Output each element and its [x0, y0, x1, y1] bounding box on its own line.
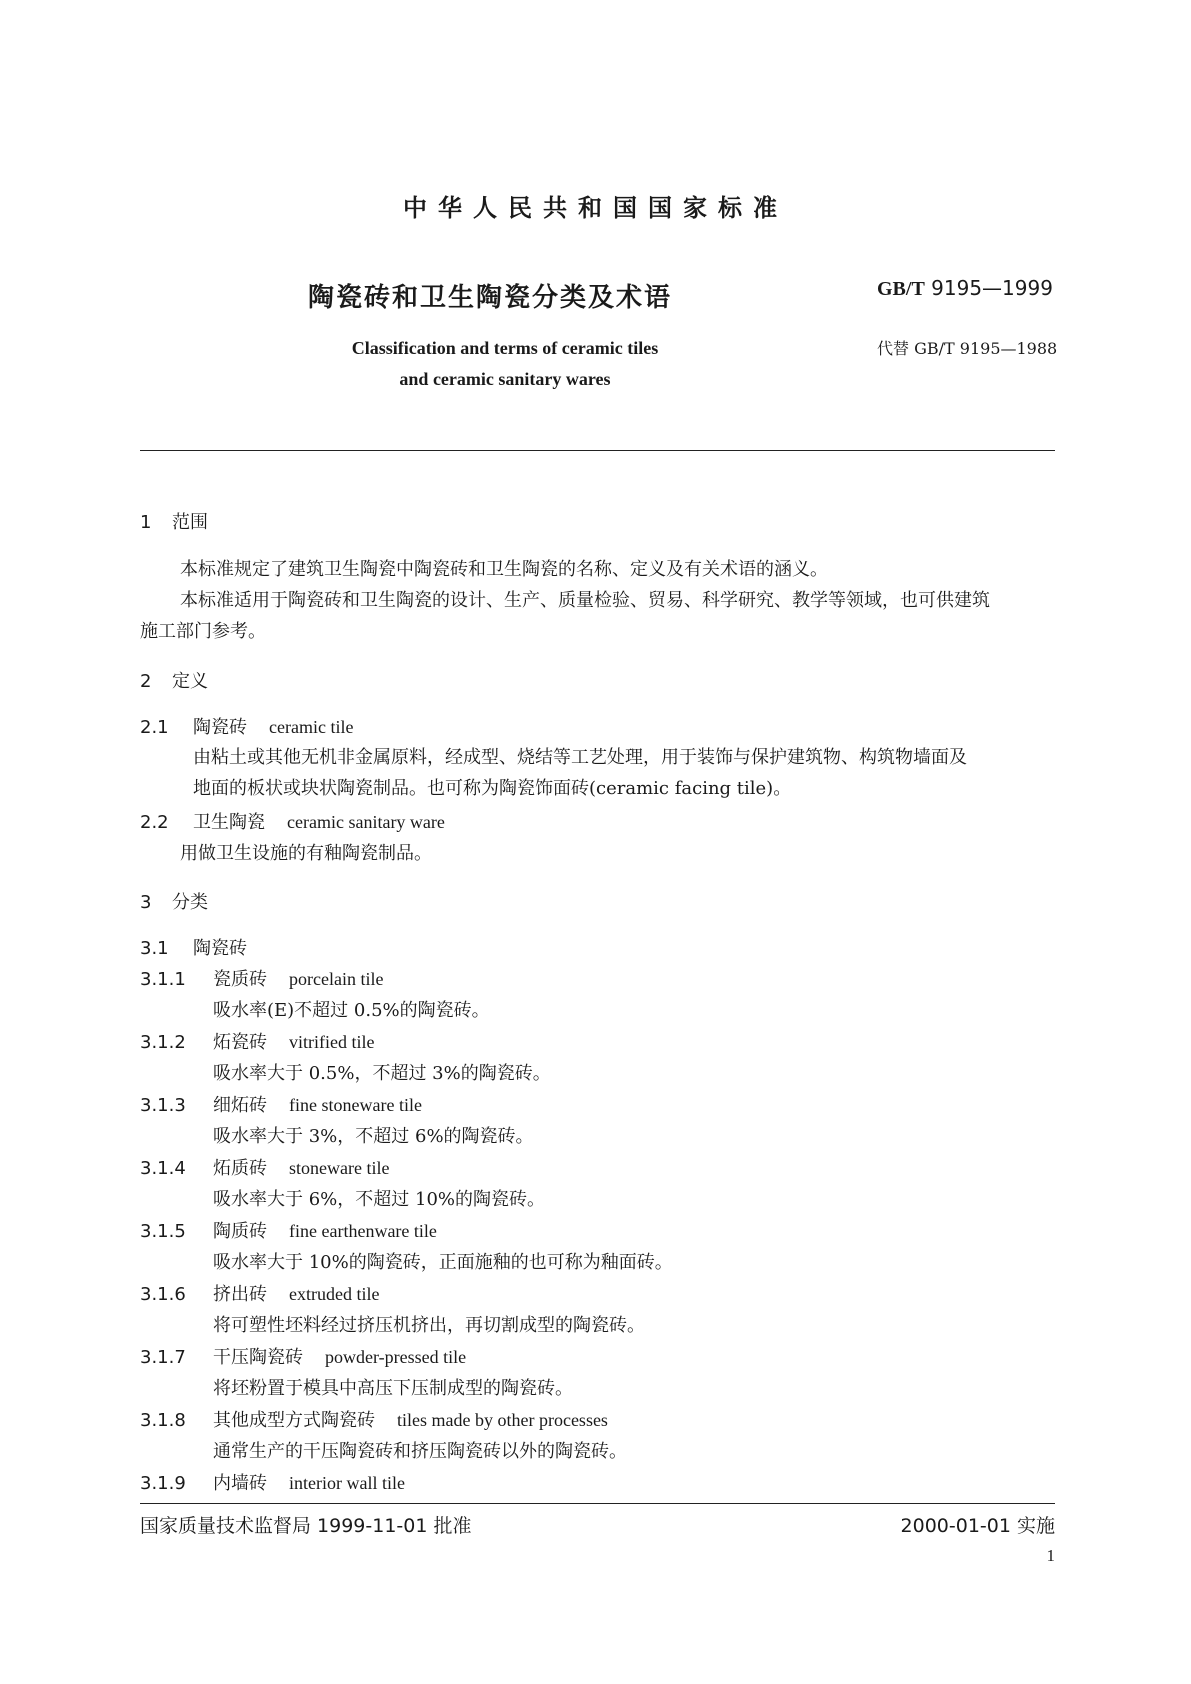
- term-number: 3.1.2: [140, 1032, 186, 1053]
- term-chinese: 炻瓷砖: [213, 1032, 267, 1053]
- paragraph-scope-2: 本标准适用于陶瓷砖和卫生陶瓷的设计、生产、质量检验、贸易、科学研究、教学等领域，也可供建筑: [180, 590, 990, 611]
- section-2-heading: [140, 667, 208, 693]
- term-3-1-1: [140, 965, 383, 991]
- term-3-1-9: [140, 1469, 405, 1495]
- term-english: vitrified tile: [289, 1032, 375, 1052]
- term-chinese: 陶瓷砖: [193, 938, 247, 959]
- term-number: 3.1.4: [140, 1158, 186, 1179]
- term-number: 3.1: [140, 938, 169, 959]
- term-chinese: 陶质砖: [213, 1221, 267, 1242]
- term-english: tiles made by other processes: [397, 1410, 608, 1430]
- definition-3-1-6: 将可塑性坯料经过挤压机挤出，再切割成型的陶瓷砖。: [213, 1315, 645, 1336]
- paragraph-scope-2-cont: 施工部门参考。: [140, 621, 266, 642]
- standard-number: [877, 276, 1053, 301]
- term-3-1-3: [140, 1091, 422, 1117]
- term-number: 3.1.6: [140, 1284, 186, 1305]
- footer-divider: [140, 1503, 1055, 1504]
- term-3-1-5: [140, 1217, 437, 1243]
- section-title: 分类: [172, 892, 208, 913]
- definition-2-1-line1: 由粘土或其他无机非金属原料，经成型、烧结等工艺处理，用于装饰与保护建筑物、构筑物墙面及: [193, 747, 967, 768]
- term-english: fine earthenware tile: [289, 1221, 437, 1241]
- term-2-1: [140, 713, 353, 739]
- standard-code: 9195—1999: [924, 276, 1053, 300]
- section-3-heading: [140, 888, 208, 914]
- section-number: 1: [140, 512, 152, 533]
- document-title-english-line1: Classification and terms of ceramic tiles: [351, 338, 659, 358]
- section-title: 范围: [172, 512, 208, 533]
- term-chinese: 内墙砖: [213, 1473, 267, 1494]
- definition-3-1-7: 将坯粉置于模具中高压下压制成型的陶瓷砖。: [213, 1378, 573, 1399]
- term-number: 3.1.9: [140, 1473, 186, 1494]
- definition-2-2: 用做卫生设施的有釉陶瓷制品。: [180, 843, 432, 864]
- term-english: interior wall tile: [289, 1473, 405, 1493]
- section-1-heading: [140, 508, 208, 534]
- term-number: 3.1.3: [140, 1095, 186, 1116]
- term-number: 3.1.1: [140, 969, 186, 990]
- term-number: 2.1: [140, 717, 169, 738]
- term-3-1-2: [140, 1028, 374, 1054]
- document-title-chinese: 陶瓷砖和卫生陶瓷分类及术语: [308, 283, 673, 313]
- term-chinese: 瓷质砖: [213, 969, 267, 990]
- definition-3-1-3: 吸水率大于 3%，不超过 6%的陶瓷砖。: [213, 1126, 534, 1147]
- term-3-1: [140, 934, 247, 960]
- term-chinese: 细炻砖: [213, 1095, 267, 1116]
- definition-3-1-2: 吸水率大于 0.5%，不超过 3%的陶瓷砖。: [213, 1063, 551, 1084]
- term-number: 3.1.5: [140, 1221, 186, 1242]
- definition-3-1-4: 吸水率大于 6%，不超过 10%的陶瓷砖。: [213, 1189, 546, 1210]
- effective-date: 2000-01-01 实施: [900, 1515, 1055, 1537]
- term-chinese: 其他成型方式陶瓷砖: [213, 1410, 375, 1431]
- term-3-1-6: [140, 1280, 379, 1306]
- term-3-1-7: [140, 1343, 466, 1369]
- document-title-english-line2: and ceramic sanitary wares: [399, 369, 611, 389]
- term-3-1-4: [140, 1154, 389, 1180]
- term-english: extruded tile: [289, 1284, 380, 1304]
- standard-prefix: GB/T: [877, 278, 925, 300]
- page-number: 1: [1046, 1546, 1055, 1565]
- approval-line: 国家质量技术监督局 1999-11-01 批准: [140, 1515, 472, 1537]
- term-english: stoneware tile: [289, 1158, 390, 1178]
- term-3-1-8: [140, 1406, 608, 1432]
- header-divider: [140, 450, 1055, 451]
- term-chinese: 陶瓷砖: [193, 717, 247, 738]
- term-2-2: [140, 808, 445, 834]
- term-number: 3.1.8: [140, 1410, 186, 1431]
- term-english: ceramic tile: [269, 717, 354, 737]
- term-english: powder-pressed tile: [325, 1347, 467, 1367]
- term-chinese: 卫生陶瓷: [193, 812, 265, 833]
- national-standard-title: 中华人民共和国国家标准: [403, 194, 788, 222]
- definition-3-1-1: 吸水率(E)不超过 0.5%的陶瓷砖。: [213, 1000, 490, 1021]
- term-english: porcelain tile: [289, 969, 384, 989]
- paragraph-scope-1: 本标准规定了建筑卫生陶瓷中陶瓷砖和卫生陶瓷的名称、定义及有关术语的涵义。: [180, 559, 828, 580]
- term-chinese: 干压陶瓷砖: [213, 1347, 303, 1368]
- term-english: ceramic sanitary ware: [287, 812, 445, 832]
- section-number: 3: [140, 892, 152, 913]
- term-number: 3.1.7: [140, 1347, 186, 1368]
- term-chinese: 挤出砖: [213, 1284, 267, 1305]
- section-title: 定义: [172, 671, 208, 692]
- definition-2-1-line2: 地面的板状或块状陶瓷制品。也可称为陶瓷饰面砖(ceramic facing tile)。: [193, 778, 792, 799]
- definition-3-1-8: 通常生产的干压陶瓷砖和挤压陶瓷砖以外的陶瓷砖。: [213, 1441, 627, 1462]
- replaces-standard: 代替 GB/T 9195—1988: [877, 339, 1058, 358]
- term-chinese: 炻质砖: [213, 1158, 267, 1179]
- term-english: fine stoneware tile: [289, 1095, 422, 1115]
- definition-3-1-5: 吸水率大于 10%的陶瓷砖，正面施釉的也可称为釉面砖。: [213, 1252, 673, 1273]
- section-number: 2: [140, 671, 152, 692]
- term-number: 2.2: [140, 812, 169, 833]
